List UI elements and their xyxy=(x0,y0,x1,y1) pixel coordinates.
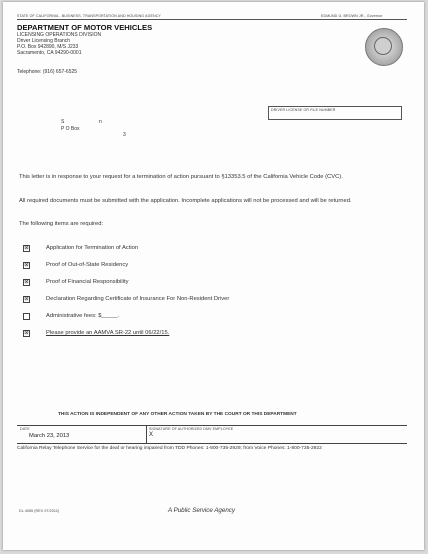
checkbox-empty[interactable] xyxy=(23,313,30,320)
independent-notice: THIS ACTION IS INDEPENDENT OF ANY OTHER ACTION TAKEN BY THE COURT OR THIS DEPARTMENT xyxy=(58,412,297,417)
header-rule xyxy=(17,19,407,20)
form-top-rule xyxy=(17,425,407,426)
date-value: March 23, 2013 xyxy=(29,433,70,439)
footer-motto: A Public Service Agency xyxy=(168,507,235,514)
letter-page xyxy=(3,2,424,550)
recipient-address: P O Box xyxy=(61,126,80,132)
required-item: Please provide an AAMVA SR-22 until 06/22/15. xyxy=(46,330,170,336)
driver-license-box xyxy=(268,106,402,120)
required-item: Proof of Out-of-State Residency xyxy=(46,262,129,268)
address-line: Driver Licensing Branch xyxy=(17,38,71,44)
department-title: DEPARTMENT OF MOTOR VEHICLES xyxy=(17,23,153,32)
checkbox[interactable]: ⊠ xyxy=(24,296,29,302)
required-item: Declaration Regarding Certificate of Insurance For Non-Resident Driver xyxy=(46,296,230,302)
address-line: Sacramento, CA 94290-0001 xyxy=(17,50,82,56)
state-seal-icon xyxy=(365,28,403,66)
signature-value: X xyxy=(149,432,154,438)
checkbox[interactable]: ⊠ xyxy=(24,279,29,285)
address-line: LICENSING OPERATIONS DIVISION xyxy=(17,32,102,38)
governor-name: EDMUND G. BROWN JR., Governor xyxy=(321,14,383,18)
date-label: DATE xyxy=(20,427,30,431)
recipient-address-line: 3 xyxy=(123,132,126,138)
checkbox[interactable]: ⊠ xyxy=(24,330,29,336)
checkbox[interactable]: ⊠ xyxy=(24,245,29,251)
form-bottom-rule xyxy=(17,443,407,444)
required-item: Proof of Financial Responsibility xyxy=(46,279,129,285)
address-line: P.O. Box 942890, M/S J233 xyxy=(17,44,79,50)
required-item: Application for Termination of Action xyxy=(46,245,139,251)
agency-header: STATE OF CALIFORNIA - BUSINESS, TRANSPORTATION AND HOUSING AGENCY xyxy=(17,14,161,18)
checkbox[interactable]: ⊠ xyxy=(24,262,29,268)
relay-service-text: California Relay Telephone Service for the deaf or hearing impaired from TDD Phones: 1-800-735-2929; from Voice Phones: 1-800-735-2922 xyxy=(17,446,322,451)
recipient-name: S xyxy=(61,119,65,125)
telephone: Telephone: (916) 657-6525 xyxy=(17,69,78,75)
recipient-name-part: n xyxy=(99,119,102,125)
field-divider xyxy=(146,425,147,443)
signature-label: SIGNATURE OF AUTHORIZED DMV EMPLOYEE xyxy=(149,427,234,431)
requirements-paragraph: All required documents must be submitted with the application. Incomplete applications will not be processed and will be returned. xyxy=(19,198,352,204)
required-item: Administrative fees: $_____. xyxy=(46,313,120,319)
department-address xyxy=(17,32,101,56)
form-number: DL 4055 (REV 07/2012) xyxy=(19,509,60,513)
items-heading: The following items are required: xyxy=(19,221,104,227)
intro-paragraph: This letter is in response to your request for a termination of action pursuant to §13353.5 of the California Vehicle Code (CVC). xyxy=(19,174,343,180)
driver-license-label: DRIVER LICENSE OR FILE NUMBER xyxy=(271,108,336,112)
